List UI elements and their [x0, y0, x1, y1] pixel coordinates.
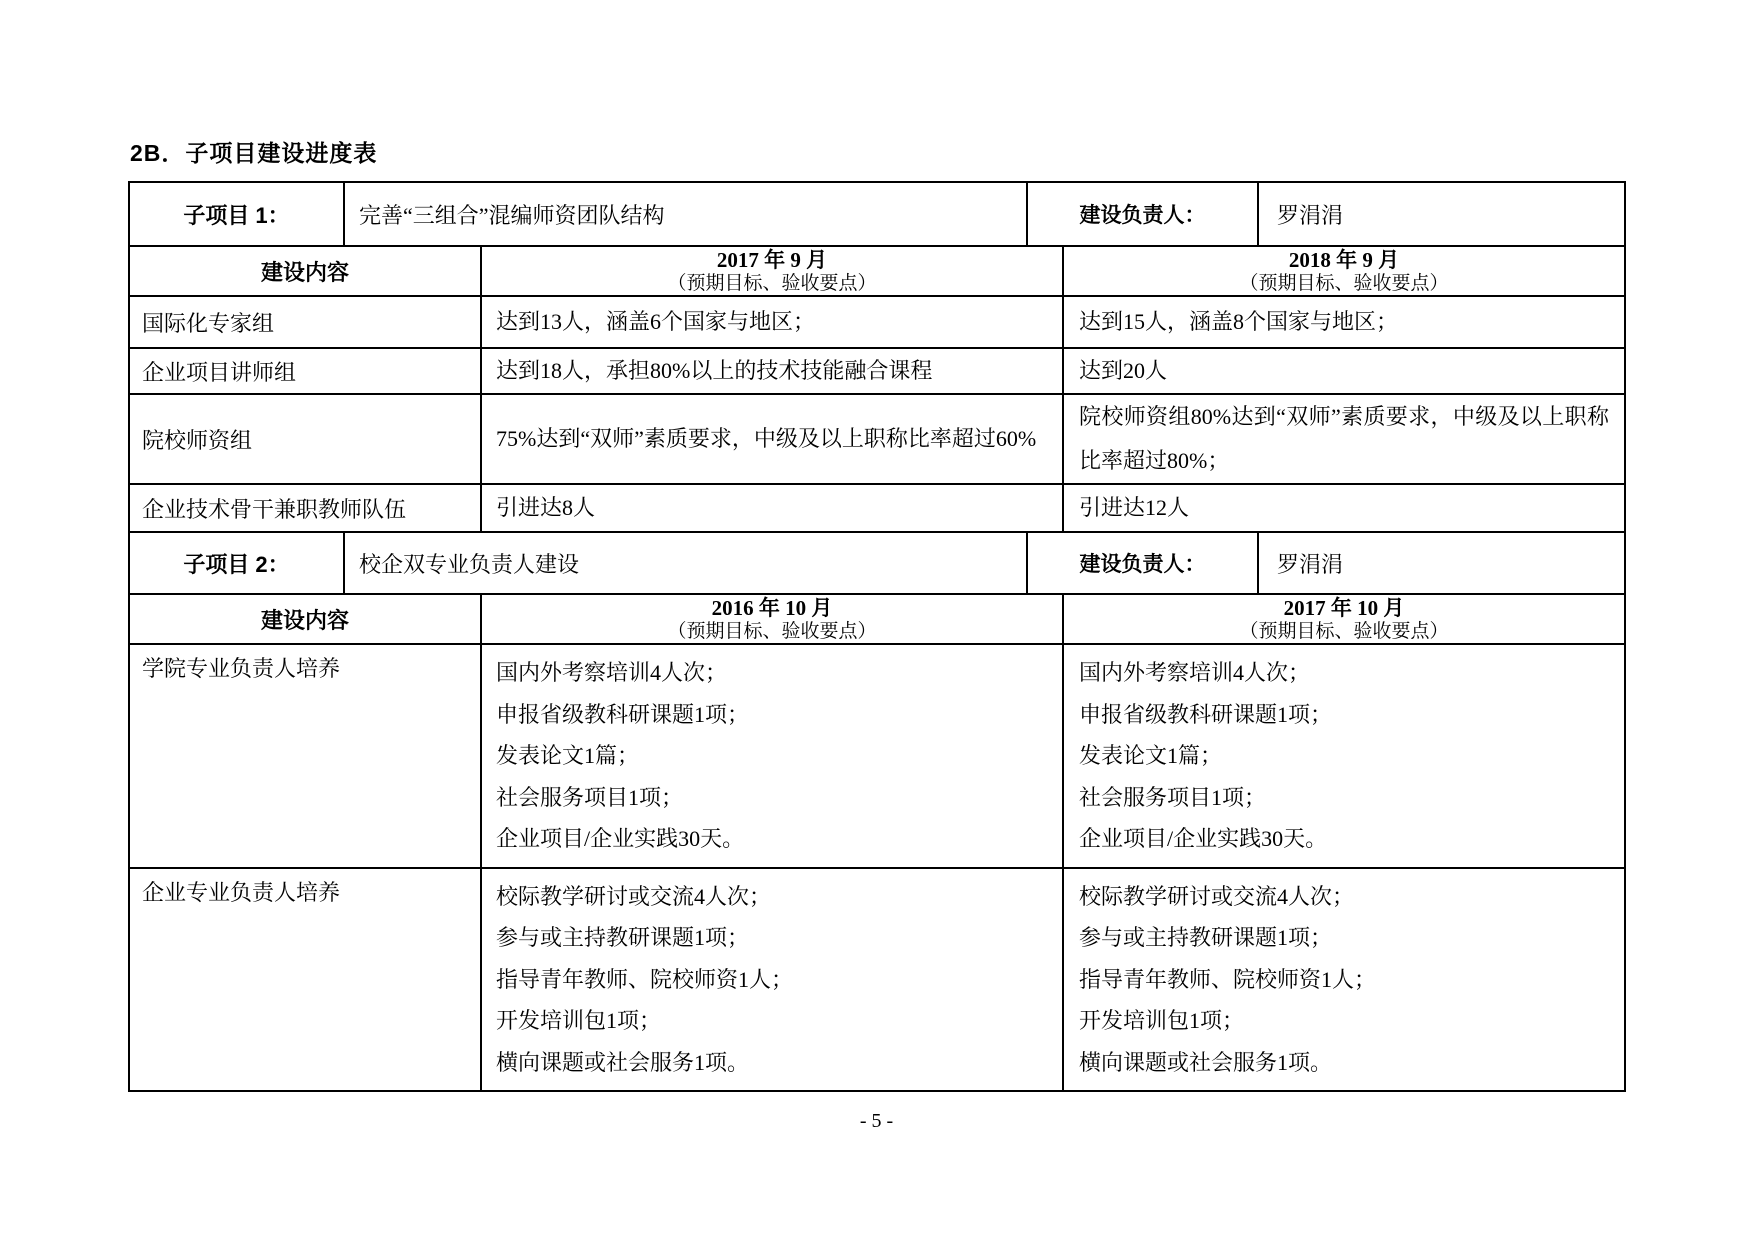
cell-line: 横向课题或社会服务1项。 [496, 1049, 750, 1075]
row-col2 [1062, 349, 1624, 393]
cell-line: 企业项目/企业实践30天。 [1079, 826, 1328, 851]
row-col1 [480, 395, 1062, 483]
cell-line: 发表论文1篇； [496, 743, 640, 768]
period-1-header [480, 247, 1062, 295]
cell-line: 企业项目/企业实践30天。 [496, 826, 745, 851]
subproject-2-leader-name: 罗涓涓 [1257, 533, 1624, 593]
cell-line: 指导青年教师、院校师资1人； [1079, 966, 1377, 992]
table-row [130, 483, 1624, 531]
row-label: 企业技术骨干兼职教师队伍 [142, 496, 407, 522]
cell-line: 社会服务项目1项； [496, 784, 684, 810]
cell-line: 国内外考察培训4人次； [1079, 660, 1311, 685]
row-col2 [1062, 869, 1624, 1091]
cell-line: 参与或主持教研课题1项； [1079, 925, 1333, 950]
table-row [130, 347, 1624, 393]
cell-line: 校际教学研讨或交流4人次； [1079, 883, 1355, 909]
table-row [130, 643, 1624, 867]
content-header-cell: 建设内容 [260, 607, 349, 633]
cell-line: 开发培训包1项； [1079, 1008, 1245, 1033]
period-1-header [480, 595, 1062, 643]
cell-line: 达到20人 [1079, 358, 1168, 383]
period-subtitle: （预期目标、验收要点） [1239, 620, 1449, 642]
progress-table [128, 181, 1626, 1092]
row-col2 [1062, 645, 1624, 867]
period-2-header [1062, 247, 1624, 295]
period-date: 2018 年 9 月 [1288, 247, 1400, 272]
period-subtitle: （预期目标、验收要点） [667, 272, 877, 294]
cell-line: 达到15人，涵盖8个国家与地区； [1079, 309, 1399, 334]
cell-line: 院校师资组80%达到“双师”素质要求，中级及以上职称比率超过80%； [1079, 404, 1609, 473]
period-date: 2017 年 9 月 [716, 247, 828, 272]
subproject-1-label: 子项目 1： [183, 202, 290, 228]
page-title: 2B．子项目建设进度表 [130, 140, 378, 166]
table-row [130, 295, 1624, 347]
row-col1 [480, 485, 1062, 531]
cell-line: 达到18人，承担80%以上的技术技能融合课程 [496, 358, 933, 383]
table-row [130, 867, 1624, 1091]
subproject-1-header-row [130, 183, 1624, 245]
cell-line: 申报省级教科研课题1项； [496, 701, 750, 727]
cell-line: 横向课题或社会服务1项。 [1079, 1049, 1333, 1075]
cell-line: 达到13人，涵盖6个国家与地区； [496, 309, 816, 334]
row-label: 企业项目讲师组 [142, 359, 297, 385]
subproject-1-name: 完善“三组合”混编师资团队结构 [343, 183, 1026, 245]
subproject-2-label: 子项目 2： [183, 551, 290, 577]
subproject-2-leader-label: 建设负责人： [1026, 533, 1257, 593]
row-label: 学院专业负责人培养 [142, 656, 341, 681]
cell-line: 引进达12人 [1079, 495, 1190, 520]
cell-line: 参与或主持教研课题1项； [496, 925, 750, 950]
row-col1 [480, 645, 1062, 867]
row-col1 [480, 869, 1062, 1091]
page-number: - 5 - [859, 1110, 894, 1132]
cell-line: 开发培训包1项； [496, 1008, 662, 1033]
subproject-1-column-header-row [130, 245, 1624, 295]
subproject-1-leader-label: 建设负责人： [1026, 183, 1257, 245]
cell-line: 社会服务项目1项； [1079, 784, 1267, 810]
cell-line: 引进达8人 [496, 495, 596, 520]
cell-line: 申报省级教科研课题1项； [1079, 701, 1333, 727]
row-col1 [480, 297, 1062, 347]
row-col2 [1062, 395, 1624, 483]
subproject-2-header-row [130, 531, 1624, 593]
period-2-header [1062, 595, 1624, 643]
row-label: 国际化专家组 [142, 310, 275, 336]
cell-line: 发表论文1篇； [1079, 743, 1223, 768]
period-date: 2016 年 10 月 [711, 595, 833, 620]
row-col1 [480, 349, 1062, 393]
period-subtitle: （预期目标、验收要点） [667, 620, 877, 642]
period-date: 2017 年 10 月 [1283, 595, 1405, 620]
period-subtitle: （预期目标、验收要点） [1239, 272, 1449, 294]
subproject-2-column-header-row [130, 593, 1624, 643]
table-row [130, 393, 1624, 483]
content-header-cell: 建设内容 [260, 259, 349, 285]
row-col2 [1062, 485, 1624, 531]
subproject-1-leader-name: 罗涓涓 [1257, 183, 1624, 245]
row-label: 企业专业负责人培养 [142, 879, 341, 905]
row-label: 院校师资组 [142, 427, 253, 453]
cell-line: 校际教学研讨或交流4人次； [496, 883, 772, 909]
row-col2 [1062, 297, 1624, 347]
cell-line: 国内外考察培训4人次； [496, 660, 728, 685]
cell-line: 75%达到“双师”素质要求，中级及以上职称比率超过60% [496, 426, 1037, 451]
cell-line: 指导青年教师、院校师资1人； [496, 966, 794, 992]
subproject-2-name: 校企双专业负责人建设 [343, 533, 1026, 593]
